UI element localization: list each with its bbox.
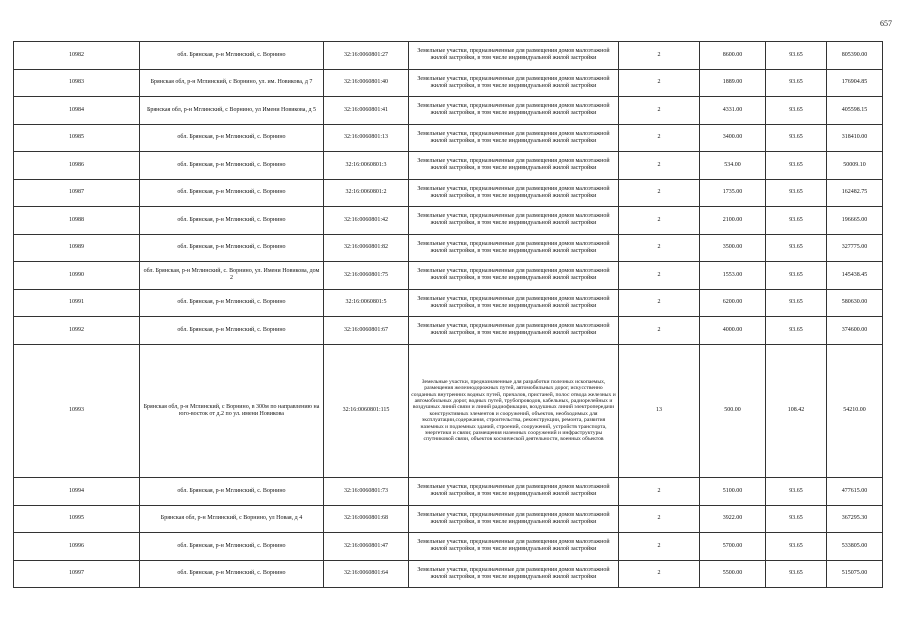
land-use-cell: Земельные участки, предназначенные для размещения домов малоэтажной жилой застройки, в том числе индивидуальной жилой застройки [409, 478, 619, 506]
land-use-cell: Земельные участки, предназначенные для размещения домов малоэтажной жилой застройки, в том числе индивидуальной жилой застройки [409, 97, 619, 125]
use-group-cell: 2 [619, 505, 700, 533]
cadastral-number-cell: 32:16:0060801:75 [324, 262, 409, 290]
address-cell: Брянская обл, р-н Мглинский, с Ворнино, ул Имени Новикова, д 5 [140, 97, 324, 125]
cadastral-value-cell: 145438.45 [827, 262, 883, 290]
address-cell: обл. Брянская, р-н Мглинский, с. Ворнино [140, 289, 324, 317]
cadastral-number-cell: 32:16:0060801:64 [324, 560, 409, 588]
table-row [14, 42, 883, 70]
row-number: 10986 [14, 152, 140, 180]
land-use-cell: Земельные участки, предназначенные для размещения домов малоэтажной жилой застройки, в том числе индивидуальной жилой застройки [409, 317, 619, 345]
table-row [14, 505, 883, 533]
row-number: 10992 [14, 317, 140, 345]
cadastral-number-cell: 32:16:0060801:13 [324, 124, 409, 152]
use-group-cell: 2 [619, 97, 700, 125]
specific-value-cell: 93.65 [766, 42, 827, 70]
area-cell: 534.00 [700, 152, 766, 180]
use-group-cell: 13 [619, 344, 700, 478]
specific-value-cell: 93.65 [766, 533, 827, 561]
use-group-cell: 2 [619, 179, 700, 207]
row-number: 10993 [14, 344, 140, 478]
address-cell: обл. Брянская, р-н Мглинский, с. Ворнино [140, 42, 324, 70]
specific-value-cell: 93.65 [766, 262, 827, 290]
row-number: 10987 [14, 179, 140, 207]
specific-value-cell: 93.65 [766, 478, 827, 506]
address-cell: обл. Брянская, р-н Мглинский, с. Ворнино [140, 124, 324, 152]
use-group-cell: 2 [619, 42, 700, 70]
area-cell: 5100.00 [700, 478, 766, 506]
table-row [14, 262, 883, 290]
table-row [14, 234, 883, 262]
specific-value-cell: 93.65 [766, 505, 827, 533]
specific-value-cell: 93.65 [766, 560, 827, 588]
area-cell: 4000.00 [700, 317, 766, 345]
address-cell: обл. Брянская, р-н Мглинский, с. Ворнино, ул. Имени Новикова, дом 2 [140, 262, 324, 290]
cadastral-value-cell: 374600.00 [827, 317, 883, 345]
land-use-cell: Земельные участки, предназначенные для разработки полезных ископаемых, размещения железнодорожных путей, автомобильных дорог, искусственно созданных внутренних водных путей, причалов, пристаней, полос отвода железных и автомобильных дорог, водных путей, трубопроводов, кабельных, радиорелейных и воздушных линий связи и линий радиофикации, воздушных линий электропередачи конструктивных элементов и сооружений, объектов, необходимых для эксплуатации,содержания, строительства, реконструкции, ремонта, развития наземных и подземных зданий, строений, сооружений, устройств транспорта, энергетики и связи; размещения наземных сооружений и инфраструктуры спутниковой связи, объектов космической деятельности, военных объектов [409, 344, 619, 478]
specific-value-cell: 93.65 [766, 69, 827, 97]
row-number: 10988 [14, 207, 140, 235]
area-cell: 2100.00 [700, 207, 766, 235]
address-cell: обл. Брянская, р-н Мглинский, с. Ворнино [140, 207, 324, 235]
address-cell: обл. Брянская, р-н Мглинский, с. Ворнино [140, 152, 324, 180]
cadastral-value-cell: 477615.00 [827, 478, 883, 506]
specific-value-cell: 93.65 [766, 152, 827, 180]
address-cell: Брянская обл, р-н Мглинский, с Ворнино, ул Новая, д 4 [140, 505, 324, 533]
row-number: 10991 [14, 289, 140, 317]
cadastral-number-cell: 32:16:0060801:82 [324, 234, 409, 262]
land-use-cell: Земельные участки, предназначенные для размещения домов малоэтажной жилой застройки, в том числе индивидуальной жилой застройки [409, 289, 619, 317]
cadastral-value-cell: 327775.00 [827, 234, 883, 262]
address-cell: Брянская обл, р-н Мглинский, с Ворнино, в 300м по направлению на юго-восток от д.2 по ул. имени Новикова [140, 344, 324, 478]
row-number: 10985 [14, 124, 140, 152]
use-group-cell: 2 [619, 234, 700, 262]
use-group-cell: 2 [619, 289, 700, 317]
cadastral-number-cell: 32:16:0060801:47 [324, 533, 409, 561]
cadastral-value-cell: 533805.00 [827, 533, 883, 561]
cadastral-value-cell: 405598.15 [827, 97, 883, 125]
row-number: 10996 [14, 533, 140, 561]
land-use-cell: Земельные участки, предназначенные для размещения домов малоэтажной жилой застройки, в том числе индивидуальной жилой застройки [409, 533, 619, 561]
area-cell: 1553.00 [700, 262, 766, 290]
row-number: 10997 [14, 560, 140, 588]
row-number: 10994 [14, 478, 140, 506]
page-number: 657 [880, 19, 892, 28]
land-use-cell: Земельные участки, предназначенные для размещения домов малоэтажной жилой застройки, в том числе индивидуальной жилой застройки [409, 207, 619, 235]
cadastral-number-cell: 32:16:0060801:3 [324, 152, 409, 180]
table-row [14, 207, 883, 235]
use-group-cell: 2 [619, 262, 700, 290]
cadastral-value-cell: 196665.00 [827, 207, 883, 235]
address-cell: обл. Брянская, р-н Мглинский, с. Ворнино [140, 478, 324, 506]
row-number: 10990 [14, 262, 140, 290]
table-row [14, 289, 883, 317]
cadastral-number-cell: 32:16:0060801:41 [324, 97, 409, 125]
address-cell: Брянская обл, р-н Мглинский, с Ворнино, ул. им. Новикова, д 7 [140, 69, 324, 97]
table-row [14, 478, 883, 506]
cadastral-value-cell: 50009.10 [827, 152, 883, 180]
area-cell: 4331.00 [700, 97, 766, 125]
land-use-cell: Земельные участки, предназначенные для размещения домов малоэтажной жилой застройки, в том числе индивидуальной жилой застройки [409, 124, 619, 152]
row-number: 10984 [14, 97, 140, 125]
table-row [14, 179, 883, 207]
land-use-cell: Земельные участки, предназначенные для размещения домов малоэтажной жилой застройки, в том числе индивидуальной жилой застройки [409, 179, 619, 207]
cadastral-value-cell: 515075.00 [827, 560, 883, 588]
area-cell: 3400.00 [700, 124, 766, 152]
row-number: 10983 [14, 69, 140, 97]
cadastral-value-cell: 805390.00 [827, 42, 883, 70]
specific-value-cell: 93.65 [766, 289, 827, 317]
cadastral-number-cell: 32:16:0060801:27 [324, 42, 409, 70]
address-cell: обл. Брянская, р-н Мглинский, с. Ворнино [140, 317, 324, 345]
land-use-cell: Земельные участки, предназначенные для размещения домов малоэтажной жилой застройки, в том числе индивидуальной жилой застройки [409, 152, 619, 180]
area-cell: 6200.00 [700, 289, 766, 317]
use-group-cell: 2 [619, 533, 700, 561]
cadastral-value-cell: 162482.75 [827, 179, 883, 207]
specific-value-cell: 108.42 [766, 344, 827, 478]
cadastral-value-table [13, 41, 883, 588]
cadastral-number-cell: 32:16:0060801:40 [324, 69, 409, 97]
specific-value-cell: 93.65 [766, 124, 827, 152]
land-use-cell: Земельные участки, предназначенные для размещения домов малоэтажной жилой застройки, в том числе индивидуальной жилой застройки [409, 42, 619, 70]
address-cell: обл. Брянская, р-н Мглинский, с. Ворнино [140, 533, 324, 561]
use-group-cell: 2 [619, 124, 700, 152]
use-group-cell: 2 [619, 317, 700, 345]
use-group-cell: 2 [619, 207, 700, 235]
use-group-cell: 2 [619, 152, 700, 180]
area-cell: 3922.00 [700, 505, 766, 533]
area-cell: 3500.00 [700, 234, 766, 262]
area-cell: 500.00 [700, 344, 766, 478]
address-cell: обл. Брянская, р-н Мглинский, с. Ворнино [140, 560, 324, 588]
cadastral-value-cell: 580630.00 [827, 289, 883, 317]
row-number: 10995 [14, 505, 140, 533]
cadastral-value-cell: 176904.85 [827, 69, 883, 97]
cadastral-number-cell: 32:16:0060801:2 [324, 179, 409, 207]
land-use-cell: Земельные участки, предназначенные для размещения домов малоэтажной жилой застройки, в том числе индивидуальной жилой застройки [409, 560, 619, 588]
row-number: 10982 [14, 42, 140, 70]
cadastral-number-cell: 32:16:0060801:67 [324, 317, 409, 345]
cadastral-number-cell: 32:16:0060801:42 [324, 207, 409, 235]
area-cell: 5700.00 [700, 533, 766, 561]
cadastral-number-cell: 32:16:0060801:68 [324, 505, 409, 533]
land-use-cell: Земельные участки, предназначенные для размещения домов малоэтажной жилой застройки, в том числе индивидуальной жилой застройки [409, 69, 619, 97]
land-use-cell: Земельные участки, предназначенные для размещения домов малоэтажной жилой застройки, в том числе индивидуальной жилой застройки [409, 234, 619, 262]
table-row [14, 533, 883, 561]
area-cell: 5500.00 [700, 560, 766, 588]
table-body [14, 42, 883, 588]
cadastral-value-cell: 367295.30 [827, 505, 883, 533]
area-cell: 8600.00 [700, 42, 766, 70]
land-use-cell: Земельные участки, предназначенные для размещения домов малоэтажной жилой застройки, в том числе индивидуальной жилой застройки [409, 262, 619, 290]
cadastral-value-cell: 54210.00 [827, 344, 883, 478]
address-cell: обл. Брянская, р-н Мглинский, с. Ворнино [140, 234, 324, 262]
cadastral-number-cell: 32:16:0060801:115 [324, 344, 409, 478]
table-row [14, 97, 883, 125]
address-cell: обл. Брянская, р-н Мглинский, с. Ворнино [140, 179, 324, 207]
table-row [14, 69, 883, 97]
use-group-cell: 2 [619, 478, 700, 506]
table-row [14, 152, 883, 180]
cadastral-value-cell: 318410.00 [827, 124, 883, 152]
table-row [14, 124, 883, 152]
specific-value-cell: 93.65 [766, 234, 827, 262]
cadastral-number-cell: 32:16:0060801:5 [324, 289, 409, 317]
specific-value-cell: 93.65 [766, 207, 827, 235]
area-cell: 1735.00 [700, 179, 766, 207]
specific-value-cell: 93.65 [766, 97, 827, 125]
specific-value-cell: 93.65 [766, 317, 827, 345]
row-number: 10989 [14, 234, 140, 262]
use-group-cell: 2 [619, 560, 700, 588]
table-row [14, 317, 883, 345]
use-group-cell: 2 [619, 69, 700, 97]
cadastral-number-cell: 32:16:0060801:73 [324, 478, 409, 506]
table-row [14, 560, 883, 588]
land-use-cell: Земельные участки, предназначенные для размещения домов малоэтажной жилой застройки, в том числе индивидуальной жилой застройки [409, 505, 619, 533]
area-cell: 1889.00 [700, 69, 766, 97]
table-row [14, 344, 883, 478]
specific-value-cell: 93.65 [766, 179, 827, 207]
